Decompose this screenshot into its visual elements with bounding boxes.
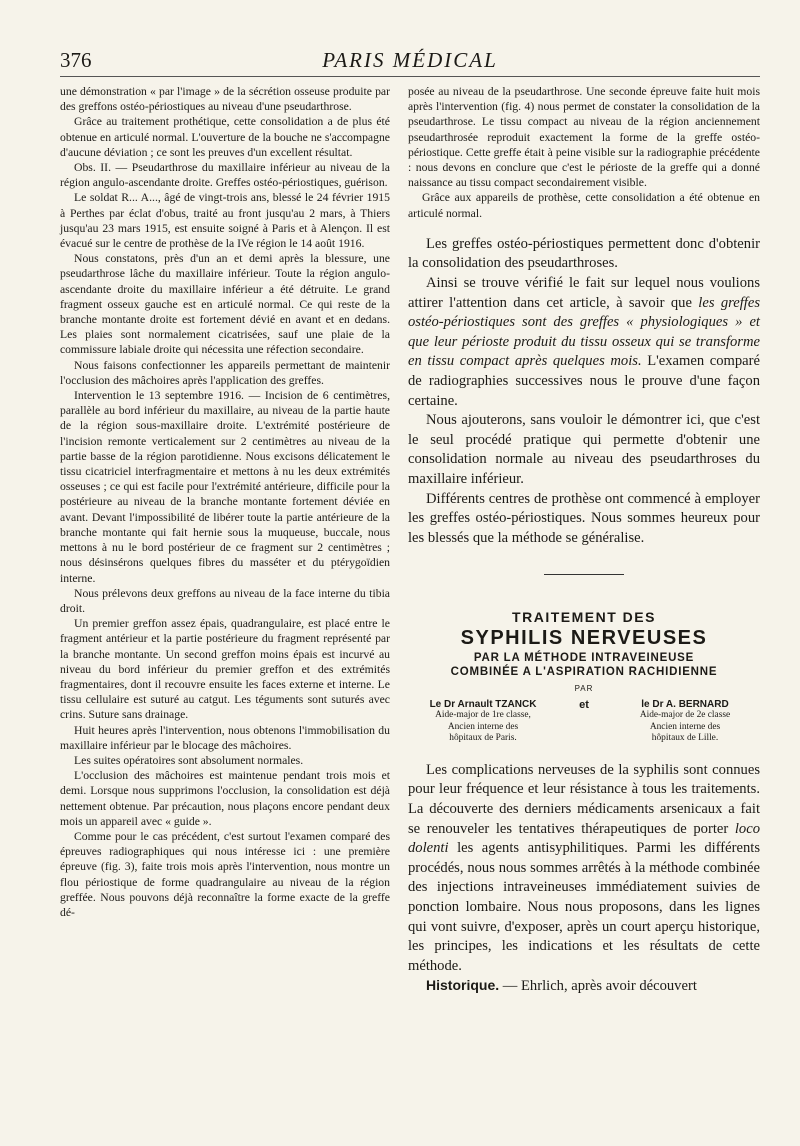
paragraph: L'occlusion des mâchoires est maintenue pendant trois mois et demi. Lorsque nous supprimons l'occlusion, la consolidation est déjà nettement obtenue. Par précaution, nous plaçons encore pendant deux mois un appareil avec « guide ». xyxy=(60,769,390,828)
text-span: les agents antisyphilitiques. Parmi les différents procédés, nous nous sommes arrêtés à la méthode combinée des injections intraveineuses immédiatement suivies de ponction lombaire. Nous nous proposons, dans les lignes qui vont suivre, d'exposer, après un court aperçu historique, les principes, les indications et les résultats de cette méthode. xyxy=(408,840,760,974)
text-span: Ainsi se trouve vérifié le fait sur lequel nous voulions attirer l'attention dans cet article, à savoir que xyxy=(408,275,760,311)
author-name: le Dr A. BERNARD xyxy=(641,699,729,711)
section-heading: Historique. xyxy=(426,977,500,994)
by-label: PAR xyxy=(574,684,594,694)
left-column xyxy=(60,84,390,920)
page-number: 376 xyxy=(60,48,92,72)
paragraph: Intervention le 13 septembre 1916. — Incision de 6 centimètres, parallèle au bord inférieur du maxillaire, au niveau de la partie haute de la région sous-maxillaire droite. L'extrémité postérieure de l'incision remonte verticalement sur 2 centimètres au niveau de la partie basse de la région parotidienne. Nous excisons délicatement le tissu cicatriciel interfragmentaire et mettons à nu les deux extrémités osseuses ; ce qui est facile pour l'extrémité antérieure, difficile pour la postérieure au niveau de la branche montante fortement déviée en avant. Devant l'impossibilité de libérer toute la partie antérieure de la branche montante qui fait hernie sous la muqueuse, buccale, nous mettons à nu le bord postérieur de ce fragment sur 2 centimètres ; nous désinsérons quelques fibres du masséter et du ptérygoïdien interne. xyxy=(60,389,390,585)
paragraph xyxy=(408,274,760,411)
page-header xyxy=(60,46,760,77)
author-affiliation: Ancien interne des xyxy=(447,721,519,732)
author-affiliation: Aide-major de 1re classe, xyxy=(435,710,531,721)
paragraph: Les suites opératoires sont absolument normales. xyxy=(74,753,304,767)
paragraph xyxy=(408,761,760,977)
authors xyxy=(408,699,760,745)
section-divider xyxy=(544,574,624,575)
paragraph: Nous prélevons deux greffons au niveau de la face interne du tibia droit. xyxy=(60,586,390,615)
author-affiliation: hôpitaux de Paris. xyxy=(449,733,517,744)
text-span: — Ehrlich, après avoir découvert xyxy=(499,978,697,995)
title-line: PAR LA MÉTHODE INTRAVEINEUSE xyxy=(473,652,695,665)
conclusion xyxy=(408,235,760,549)
paragraph: Un premier greffon assez épais, quadrangulaire, est placé entre le fragment antérieur et la partie postérieure du fragment représenté par la branche montante. Un second greffon moins épais est incurvé au niveau du bord inférieur du premier greffon et des extrémités fragmentaires, dont il recouvre ensuite les faces externe et interne. Le tissu cellulaire est suturé au catgut. Les téguments sont suturés avec crins. Suture sans drainage. xyxy=(60,617,390,722)
author-1 xyxy=(408,699,558,745)
italic-emphasis: les greffes ostéo-périostiques sont des greffes « physiologiques » et que leur périoste produit du tissu osseux qui se transforme en tissu compact après quelques mois. xyxy=(408,294,760,370)
italic-latin: loco dolenti xyxy=(408,820,760,857)
article-body xyxy=(408,761,760,997)
author-2 xyxy=(610,699,760,745)
paragraph xyxy=(408,976,760,997)
paragraph: Grâce au traitement prothétique, cette consolidation a de plus été obtenue en articulé normal. L'ouverture de la bouche ne s'accompagne d'aucune déviation ; ce sont les preuves d'un excellent résultat. xyxy=(60,115,390,159)
observation-continuation xyxy=(408,84,760,221)
title-main: SYPHILIS NERVEUSES xyxy=(460,627,708,650)
author-affiliation: Aide-major de 2e classe xyxy=(639,710,731,721)
paragraph: Grâce aux appareils de prothèse, cette consolidation a été obtenue en articulé normal. xyxy=(408,191,760,220)
paragraph: Huit heures après l'intervention, nous obtenons l'immobilisation du maxillaire inférieur par le blocage des mâchoires. xyxy=(60,723,390,752)
author-affiliation: Ancien interne des xyxy=(649,721,721,732)
paragraph: une démonstration « par l'image » de la sécrétion osseuse produite par des greffons ostéo-périostiques au niveau d'une pseudarthrose. xyxy=(60,85,390,114)
right-column xyxy=(408,84,760,997)
paragraph: Le soldat R... A..., âgé de vingt-trois ans, blessé le 24 février 1915 à Perthes par éclat d'obus, traité au front jusqu'au 2 mars, à Thiers jusqu'au 23 mars 1915, est ensuite soigné à Paris et à Alençon. Il est évacué sur le centre de prothèse de la IVe région le 14 août 1916. xyxy=(60,191,390,251)
author-separator: et xyxy=(579,699,589,712)
paragraph: Les greffes ostéo-périostiques permettent donc d'obtenir la consolidation des pseudarthroses. xyxy=(408,235,760,272)
title-line: COMBINÉE A L'ASPIRATION RACHIDIENNE xyxy=(450,666,718,679)
paragraph: Différents centres de prothèse ont commencé à employer les greffes ostéo-périostiques. Nous sommes heureux pour les blessés que la méthode se généralise. xyxy=(408,490,760,546)
author-affiliation: hôpitaux de Lille. xyxy=(651,733,719,744)
paragraph: Nous constatons, près d'un an et demi après la blessure, une pseudarthrose lâche du maxillaire inférieur. Toute la région angulo-ascendante droite du maxillaire inférieur a été détruite. Le grand fragment osseux gauche est en articulé normal. Ce qui reste de la branche montante droite est fortement dévié en avant et en dedans. Les plaies sont normalement cicatrisées, sauf une plaie de la commissure labiale droite qui nécessita une réfection secondaire. xyxy=(60,252,390,357)
paragraph: Nous faisons confectionner les appareils permettant de maintenir l'occlusion des mâchoires après l'application des greffes. xyxy=(60,358,390,387)
running-title: PARIS MÉDICAL xyxy=(322,48,498,72)
author-name: Le Dr Arnault TZANCK xyxy=(429,699,537,711)
paragraph: Comme pour le cas précédent, c'est surtout l'examen comparé des épreuves radiographiques qui nous intéresse ici : une première épreuve (fig. 3), faite trois mois après l'intervention, nous montre un flou périostique de forme quadrangulaire au niveau de la région greffée. Nous pouvons déjà reconnaître la forme exacte de la greffe dé- xyxy=(60,829,390,919)
paragraph: Obs. II. — Pseudarthrose du maxillaire inférieur au niveau de la région angulo-ascendante droite. Greffes ostéo-périostiques, guérison. xyxy=(60,161,390,190)
article-title xyxy=(408,609,760,693)
paragraph: posée au niveau de la pseudarthrose. Une seconde épreuve faite huit mois après l'intervention (fig. 4) nous permet de constater la consolidation de la pseudarthrose. Le tissu compact au niveau de la région anciennement pseudarthrosée reproduit exactement la forme de la greffe ostéo-périostique. Cette greffe était à peine visible sur la radiographie précédente : nous devons en conclure que c'est le périoste de la greffe qui a donné naissance au tissu compact secondairement visible. xyxy=(408,85,760,190)
title-line: TRAITEMENT DES xyxy=(512,609,656,626)
text-span: Les complications nerveuses de la syphilis sont connues pour leur fréquence et leur résistance à tous les traitements. La découverte des derniers médicaments arsenicaux a fait se renouveler les tentatives thérapeutiques de porter xyxy=(408,761,760,837)
text-span: L'examen comparé de radiographies successives nous le prouve d'une façon certaine. xyxy=(408,353,760,409)
paragraph: Nous ajouterons, sans vouloir le démontrer ici, que c'est le seul procédé pratique qui permette d'obtenir une consolidation normale au niveau des pseudarthroses du maxillaire inférieur. xyxy=(408,412,760,487)
